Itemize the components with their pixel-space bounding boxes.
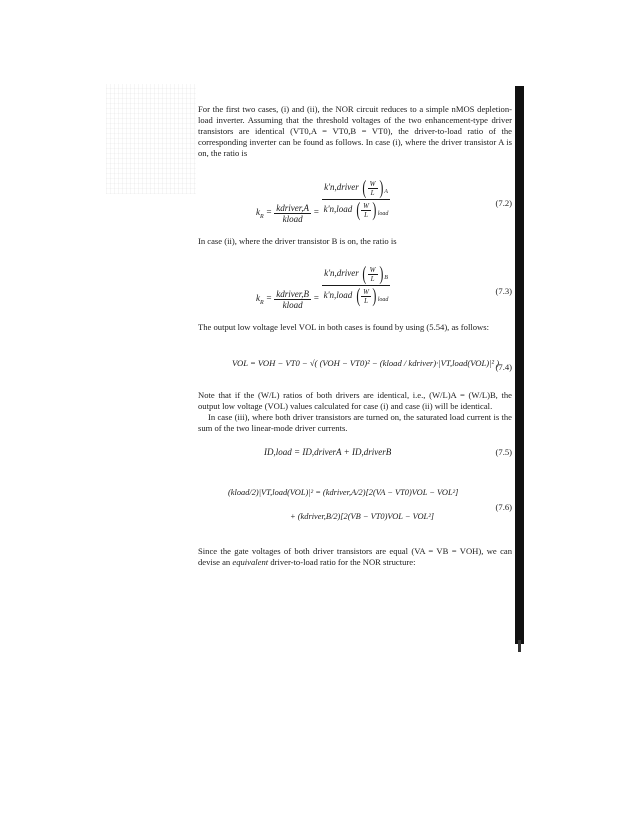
eq76-line-2: + (kdriver,B/2)[2(VB − VT0)VOL − VOL²]: [290, 512, 434, 521]
equation-7-5: [198, 445, 512, 461]
para5-start: Since the gate voltages of both driver transistors are equal (VA = VB = VOH), we can devise an: [198, 546, 512, 567]
equation-7-3: $k_R$ = $\frac{\text{kdriver,B}}{\text{kload}}$ = k'n,driver ( $\frac{W}{L}$ )$_B$ k'n,load ( $\frac{W}{L}$ )$_{load}$ (7.3): [256, 263, 512, 310]
eq73-frac-num: kdriver,B: [276, 288, 309, 299]
equation-7-6: [198, 484, 512, 534]
eq-number-7-3: (7.3): [495, 286, 512, 296]
eq73-frac-den: kload: [282, 299, 303, 310]
scan-smudge: [106, 84, 196, 194]
eq73-kload: k'n,load: [323, 290, 353, 301]
eq-number-7-4: (7.4): [495, 362, 512, 372]
paragraph-4a: Note that if the (W/L) ratios of both drivers are identical, i.e., (W/L)A = (W/L)B, the output low voltage (VOL) values calculated for case (i) and case (ii) will be identical.: [198, 390, 512, 411]
eq72-frac-den: kload: [282, 213, 303, 224]
para5-end: driver-to-load ratio for the NOR structure:: [268, 557, 416, 567]
eq-number-7-6: (7.6): [495, 502, 512, 512]
eq-number-7-5: (7.5): [495, 447, 512, 457]
equation-7-2: $k_R$ = $\frac{\text{kdriver,A}}{\text{kload}}$ = k'n,driver ( $\frac{W}{L}$ )$_A$ k'n,load ( $\frac{W}{L}$ )$_{load}$ (7.2): [256, 177, 512, 224]
eq-number-7-2: (7.2): [495, 198, 512, 208]
para5-emphasis: equivalent: [232, 557, 269, 567]
page-edge-shadow: [515, 86, 524, 644]
eq72-kdriver: k'n,driver: [324, 182, 359, 193]
paragraph-4b: In case (iii), where both driver transistors are turned on, the saturated load current is the sum of the two linear-mode driver currents.: [198, 412, 512, 433]
paragraph-1: For the first two cases, (i) and (ii), the NOR circuit reduces to a simple nMOS depletion-load inverter. Assuming that the threshold voltages of the two enhancement-type driver transistors are identical (VT0,A = VT0,B = VT0), the driver-to-load ratio of the corresponding inverter can be found as follows. In case (i), where the driver transistor A is on, the ratio is: [198, 104, 512, 158]
eq73-kdriver: k'n,driver: [324, 268, 359, 279]
eq74-body: VOL = VOH − VT0 − √( (VOH − VT0)² − (kload / kdriver)·|VT,load(VOL)|² ): [232, 358, 500, 368]
page-edge-mark: [518, 640, 521, 652]
eq76-line-1: (kload/2)|VT,load(VOL)|² = (kdriver,A/2)[2(VA − VT0)VOL − VOL²]: [228, 488, 459, 497]
eq72-kload: k'n,load: [323, 204, 353, 215]
paragraph-5: [198, 546, 512, 568]
paragraph-2: In case (ii), where the driver transistor B is on, the ratio is: [198, 236, 397, 246]
paragraph-3: The output low voltage level VOL in both cases is found by using (5.54), as follows:: [198, 322, 489, 332]
eq72-frac-num: kdriver,A: [276, 202, 309, 213]
equation-7-4: [198, 352, 512, 380]
eq75-body: ID,load = ID,driverA + ID,driverB: [264, 447, 392, 457]
